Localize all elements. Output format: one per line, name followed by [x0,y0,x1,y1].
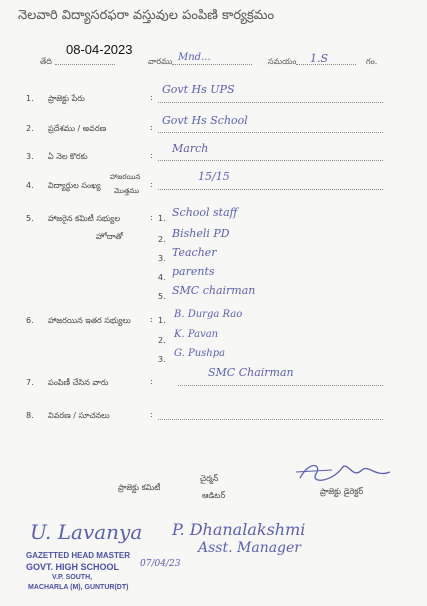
handwritten-date: 07/04/23 [140,559,181,569]
time-label: సమయం [268,57,297,66]
signature-right-role: Asst. Manager [198,540,301,556]
signature-right: P. Dhanalakshmi [172,520,306,539]
answer-line [158,160,383,161]
colon: : [150,410,153,419]
answer-line [158,132,383,133]
row-number: 2. [26,124,34,133]
committee-member: Teacher [172,246,217,259]
director-label: ప్రాజెక్టు డైరెక్టర్ [320,487,364,496]
member-number: 3. [158,355,166,364]
stamp-line: GOVT. HIGH SCHOOL [26,562,120,572]
member-number: 1. [158,214,166,223]
stamp-date: 08-04-2023 [66,42,133,57]
row-number: 1. [26,94,34,103]
stamp-line: MACHARLA (M), GUNTUR(DT) [28,584,129,591]
location-label: ప్రదేశము / అవరణ [48,124,107,133]
remarks-label: వివరణ / సూచనలు [48,411,110,420]
committee-member: parents [172,265,215,278]
colon: : [150,315,153,324]
colon: : [150,123,153,132]
date-line [55,64,115,65]
total-label: మొత్తము [114,187,140,195]
other-members-label: హాజరయిన ఇతర సభ్యులు [48,316,131,325]
chairman-label: చైర్మన్ [200,474,219,483]
colon: : [150,93,153,102]
row-number: 5. [26,214,34,223]
committee-label-designation: హోదాతో [96,232,123,241]
member-number: 5. [158,292,166,301]
member-number: 1. [158,316,166,325]
form-title: నెలవారి విద్యాసరఫరా వస్తువుల పంపిణి కార్యక్రమం [18,8,275,23]
day-line [172,64,252,65]
colon: : [150,180,153,189]
row-number: 6. [26,316,34,325]
students-value: 15/15 [198,170,230,183]
attended-label: హాజరయిన [110,173,141,181]
colon: : [150,151,153,160]
stamp-line: GAZETTED HEAD MASTER [26,551,130,560]
committee-member: SMC chairman [172,284,256,297]
distributed-by-label: పంపిణీ చేసిన వారు [48,378,109,387]
date-label: తేది [40,57,52,66]
committee-label: హాజరైన కమిటీ సభ్యుల [48,214,121,223]
committee-member: School staff [172,206,238,219]
colon: : [150,377,153,386]
committee-footer-label: ప్రాజెక్టు కమిటీ [118,483,161,492]
time-unit: గం. [366,57,378,66]
other-member: B. Durga Rao [174,309,243,320]
member-number: 2. [158,235,166,244]
committee-member: Bisheli PD [172,227,230,240]
signature-left: U. Lavanya [30,520,143,544]
row-number: 7. [26,378,34,387]
day-label: వారము [148,57,173,66]
stamp-line: V.P. SOUTH, [52,574,93,581]
day-value: Mnd... [178,52,211,63]
answer-line [158,102,383,103]
month-value: March [172,142,209,155]
answer-line [158,189,383,190]
answer-line [158,419,383,420]
project-name-label: ప్రాజెక్టు పేరు [48,94,85,103]
students-label: విద్యార్థుల సంఖ్య [48,181,101,190]
director-signature [292,458,402,488]
row-number: 4. [26,181,34,190]
location-value: Govt Hs School [162,114,248,127]
distributed-by-value: SMC Chairman [208,366,294,379]
colon: : [150,213,153,222]
row-number: 3. [26,152,34,161]
time-value: 1.S [310,52,329,65]
answer-line [178,385,383,386]
project-name-value: Govt Hs UPS [162,83,235,96]
member-number: 3. [158,254,166,263]
member-number: 4. [158,273,166,282]
other-member: K. Pavan [174,329,219,340]
member-number: 2. [158,336,166,345]
month-label: ఏ నెల కొరకు [48,152,88,161]
other-member: G. Pushpa [174,348,226,359]
row-number: 8. [26,411,34,420]
auditor-label: ఆడిటర్ [202,491,226,500]
